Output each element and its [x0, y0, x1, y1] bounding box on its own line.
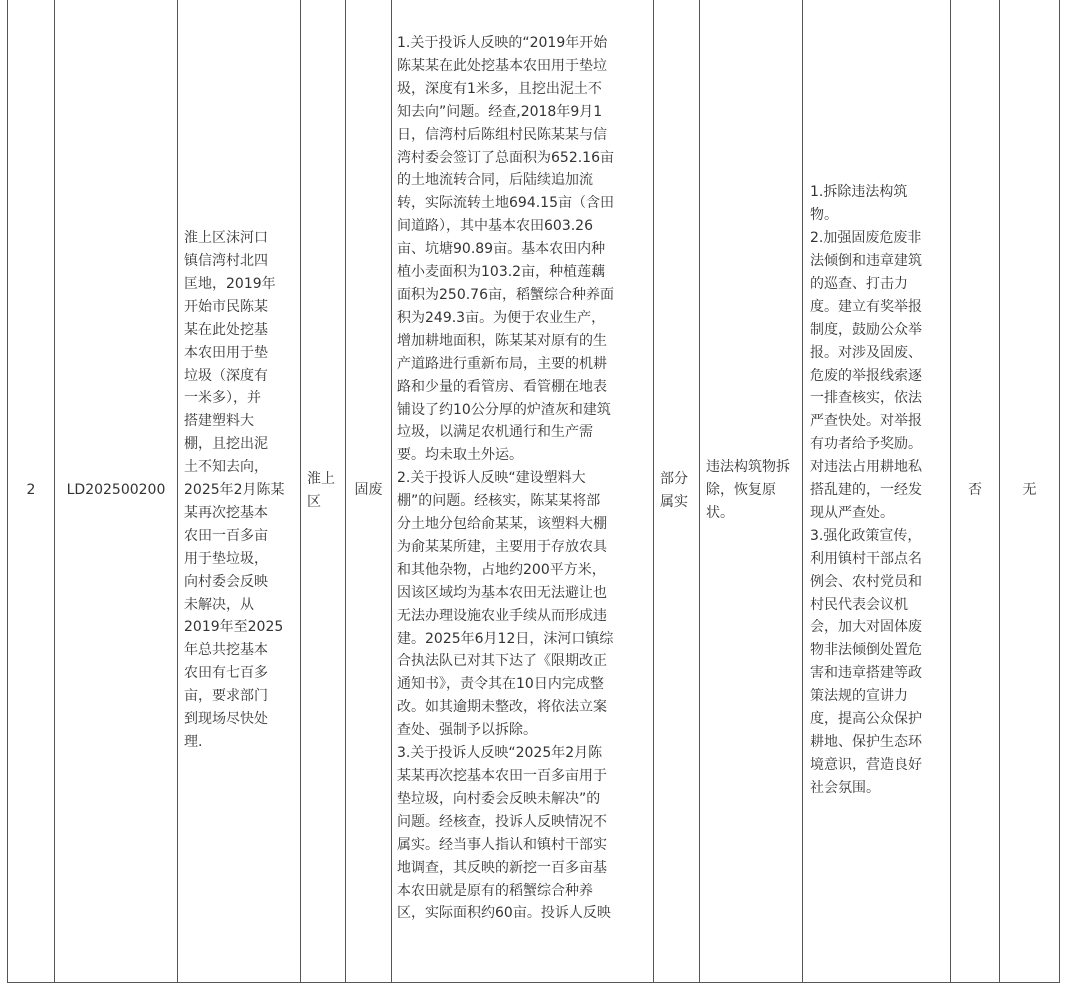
text-line: 亩、坑塘90.89亩。基本农田内种: [397, 241, 606, 258]
text-line: 现从严查处。: [810, 504, 894, 521]
text-line: 陈某某在此处挖基本农田用于垫垃: [397, 57, 607, 74]
investigation-cell: [392, 0, 654, 983]
text-line: 产道路进行重新布局，主要的机耕: [397, 355, 607, 372]
text-line: 要。均未取土外运。: [397, 447, 523, 464]
text-line: 路和少量的看管房、看管棚在地表: [397, 378, 607, 395]
text-line: 违法构筑物拆: [706, 459, 790, 476]
text-line: 策法规的宣讲力: [810, 688, 908, 705]
text-line: 地调查，其反映的新挖一百多亩基: [397, 859, 607, 876]
text-line: 转，实际流转土地694.15亩（含田: [397, 195, 614, 212]
text-line: 某某再次挖基本农田一百多亩用于: [397, 768, 607, 784]
text-line: 垃圾（深度有: [184, 367, 268, 384]
text-line: 会，加大对固体废: [810, 619, 922, 636]
text-line: 知去向”问题。经查,2018年9月1: [397, 103, 603, 120]
district-text: [307, 468, 339, 514]
text-line: 改。如其逾期未整改，将依法立案: [397, 699, 607, 716]
text-line: 日，信湾村后陈组村民陈某某与信: [397, 126, 607, 143]
text-line: 状。: [706, 504, 734, 521]
complaint-content-cell: [178, 0, 301, 983]
text-line: 本农田就是原有的稻蟹综合种养: [397, 882, 593, 899]
text-line: 未解决，从: [184, 596, 254, 613]
text-line: 铺设了约10公分厚的炉渣灰和建筑: [397, 401, 611, 418]
text-line: 年总共挖基本: [184, 642, 268, 659]
verdict-cell: [654, 0, 700, 983]
text-line: 1.拆除违法构筑: [810, 184, 908, 201]
text-line: 理.: [184, 734, 203, 751]
accountability-cell: 否: [951, 0, 1000, 983]
text-line: 垃圾，以满足农机通行和生产需: [397, 424, 593, 441]
text-line: 物。: [810, 207, 838, 224]
text-line: 害和违章搭建等政: [810, 665, 922, 682]
text-line: 湾村委会签订了总面积为652.16亩: [397, 149, 614, 166]
report-table: [7, 0, 1060, 983]
verdict-text: [660, 468, 693, 514]
text-line: 耕地、保护生态环: [810, 734, 922, 751]
text-line: 匡地，2019年: [184, 275, 276, 292]
text-line: 某再次挖基本: [184, 504, 268, 521]
action-text: [706, 456, 796, 525]
text-line: 3.关于投诉人反映“2025年2月陈: [397, 745, 603, 762]
investigation-text: [397, 32, 647, 925]
text-line: 开始市民陈某: [184, 298, 268, 315]
text-line: 区，实际面积约60亩。投诉人反映: [397, 905, 611, 922]
text-line: 通知书》，责令其在10日内完成整: [397, 676, 604, 693]
text-line: 用于垫垃圾，: [184, 550, 268, 567]
district-cell: [301, 0, 346, 983]
remarks-cell: 无: [1000, 0, 1060, 983]
text-line: 淮上区沫河口: [184, 230, 268, 247]
text-line: 物非法倾倒处置危: [810, 642, 922, 659]
text-line: 向村委会反映: [184, 573, 268, 590]
text-line: 部分: [660, 470, 688, 487]
text-line: 社会氛围。: [810, 779, 880, 796]
text-line: 农田有七百多: [184, 665, 268, 682]
text-line: 严查快处。对举报: [810, 413, 922, 430]
text-line: 危废的举报线索逐: [810, 367, 922, 384]
text-line: 为俞某某所建，主要用于存放农具: [397, 538, 607, 555]
row-index-cell: 2: [8, 0, 55, 983]
text-line: 例会、农村党员和: [810, 573, 922, 590]
text-line: 2.关于投诉人反映“建设塑料大: [397, 470, 586, 487]
action-cell: [700, 0, 803, 983]
text-line: 棚”的问题。经核实，陈某某将部: [397, 493, 601, 510]
category-cell: 固废: [346, 0, 392, 983]
text-line: 3.强化政策宣传，: [810, 527, 922, 544]
text-line: 一米多），并: [184, 390, 261, 407]
text-line: 的土地流转合同，后陆续追加流: [397, 172, 593, 189]
complaint-text: [184, 227, 294, 754]
text-line: 积为249.3亩。为便于农业生产，: [397, 309, 606, 326]
text-line: 土不知去向，: [184, 459, 268, 476]
case-number-cell: LD202500200: [55, 0, 178, 983]
text-line: 无法办理设施农业手续从而形成违: [397, 607, 607, 624]
text-line: 度，提高公众保护: [810, 711, 922, 728]
text-line: 法倾倒和违章建筑: [810, 252, 922, 269]
text-line: 问题。经核查，投诉人反映情况不: [397, 813, 607, 830]
text-line: 农田一百多亩: [184, 527, 268, 544]
text-line: 2019年至2025: [184, 619, 284, 636]
text-line: 村民代表会议机: [810, 596, 908, 613]
text-line: 本农田用于垫: [184, 344, 268, 361]
text-line: 2.加强固废危废非: [810, 230, 922, 247]
text-line: 查处、强制予以拆除。: [397, 722, 537, 739]
text-line: 面积为250.76亩，稻蟹综合种养面: [397, 286, 614, 303]
text-line: 圾，深度有1米多，且挖出泥土不: [397, 80, 602, 97]
text-line: 亩，要求部门: [184, 688, 268, 705]
text-line: 1.关于投诉人反映的“2019年开始: [397, 35, 608, 51]
table-row: [8, 0, 1060, 983]
text-line: 制度，鼓励公众举: [810, 321, 922, 338]
text-line: 因该区域均为基本农田无法避让也: [397, 584, 607, 601]
text-line: 属实: [660, 493, 688, 510]
text-line: 属实。经当事人指认和镇村干部实: [397, 836, 607, 853]
text-line: 棚，且挖出泥: [184, 436, 268, 453]
text-line: 和其他杂物，占地约200平方米，: [397, 561, 606, 578]
text-line: 2025年2月陈某: [184, 482, 285, 499]
text-line: 淮上: [307, 470, 335, 487]
text-line: 一排查核实，依法: [810, 390, 922, 407]
text-line: 到现场尽快处: [184, 711, 268, 728]
text-line: 报。对涉及固废、: [810, 344, 922, 361]
text-line: 植小麦面积为103.2亩，种植莲藕: [397, 264, 606, 281]
text-line: 镇信湾村北四: [184, 252, 268, 269]
text-line: 分土地分包给俞某某，该塑料大棚: [397, 516, 607, 533]
text-line: 的巡查、打击力: [810, 275, 908, 292]
text-line: 对违法占用耕地私: [810, 459, 922, 476]
text-line: 除，恢复原: [706, 482, 776, 499]
text-line: 某在此处挖基: [184, 321, 268, 338]
text-line: 垫垃圾，向村委会反映未解决”的: [397, 790, 601, 807]
text-line: 境意识，营造良好: [810, 756, 922, 773]
text-line: 利用镇村干部点名: [810, 550, 922, 567]
text-line: 增加耕地面积，陈某某对原有的生: [397, 332, 607, 349]
text-line: 搭乱建的，一经发: [810, 482, 922, 499]
text-line: 间道路），其中基本农田603.26: [397, 218, 593, 235]
text-line: 有功者给予奖励。: [810, 436, 922, 453]
text-line: 搭建塑料大: [184, 413, 254, 430]
text-line: 区: [307, 493, 321, 510]
measures-cell: [803, 0, 951, 983]
measures-text: [810, 181, 944, 799]
text-line: 合执法队已对其下达了《限期改正: [397, 653, 607, 670]
text-line: 度。建立有奖举报: [810, 298, 922, 315]
text-line: 建。2025年6月12日，沫河口镇综: [397, 630, 614, 647]
